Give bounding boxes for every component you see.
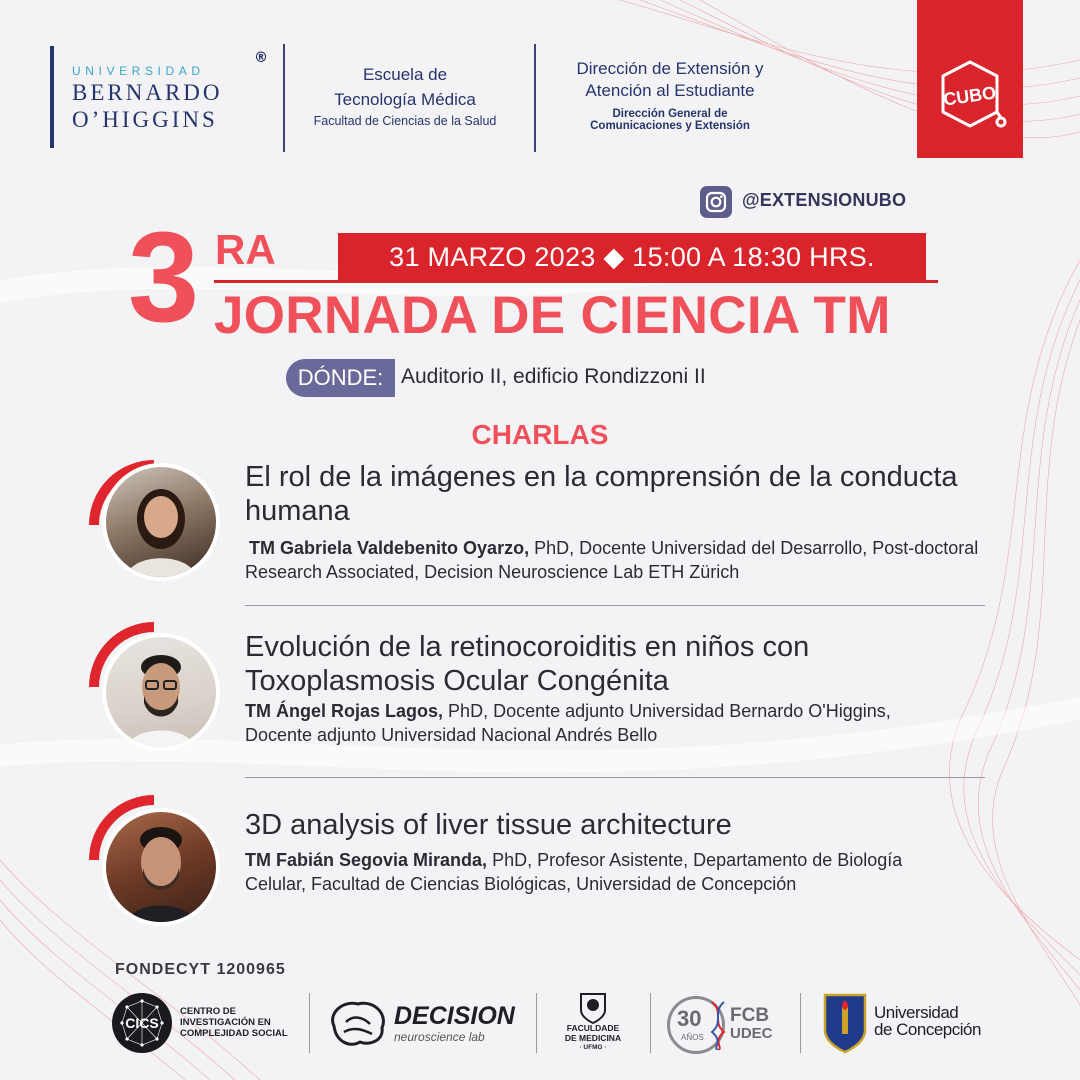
cics-line-3: COMPLEJIDAD SOCIAL <box>180 1028 288 1039</box>
fcb-name-2: UDEC <box>730 1025 773 1042</box>
title-underline <box>214 280 938 283</box>
event-date-time: 31 MARZO 2023 ◆ 15:00 A 18:30 HRS. <box>338 233 926 281</box>
direction-block <box>550 58 790 133</box>
ufmg-name <box>556 1024 630 1053</box>
talk-speaker-info <box>245 699 945 747</box>
person-avatar-icon <box>106 637 216 747</box>
speaker-photo <box>102 633 220 751</box>
direction-sub-2: Comunicaciones y Extensión <box>590 120 750 132</box>
where-label: DÓNDE: <box>286 359 395 397</box>
header-divider <box>534 44 536 152</box>
decision-subtitle: neuroscience lab <box>394 1030 485 1044</box>
talk-speaker-details: PhD, Docente adjunto Universidad Bernardo O'Higgins, Docente adjunto Universidad Nacional Andrés Bello <box>245 701 891 745</box>
speaker-photo <box>102 808 220 926</box>
speaker-photo <box>102 463 220 581</box>
talk-speaker-info <box>245 536 995 584</box>
udec-line-1: Universidad <box>874 1003 959 1022</box>
talk-speaker-info <box>245 848 925 896</box>
talks-heading: CHARLAS <box>471 419 609 450</box>
cubo-logo <box>917 0 1023 158</box>
fcb-years: 30 <box>677 1006 702 1031</box>
instagram-handle[interactable]: @EXTENSIONUBO <box>742 190 907 210</box>
where-value: Auditorio II, edificio Rondizzoni II <box>401 365 706 388</box>
edition-ordinal: RA <box>215 226 276 273</box>
cics-logo <box>112 993 172 1053</box>
instagram-icon[interactable] <box>700 186 732 218</box>
ubo-name-line-1: BERNARDO <box>72 80 223 105</box>
talk-divider <box>245 605 985 606</box>
network-icon <box>112 993 172 1053</box>
cics-name <box>180 1006 288 1039</box>
talk-title: 3D analysis of liver tissue architecture <box>245 809 732 841</box>
ubo-name-line-2: O’HIGGINS <box>72 107 218 132</box>
ufmg-line-3: · UFMG · <box>579 1044 607 1051</box>
talk-speaker-name: TM Fabián Segovia Miranda, <box>245 850 488 870</box>
direction-sub-1: Dirección General de <box>612 108 728 120</box>
talk-speaker-details: PhD, Docente Universidad del Desarrollo, Post-doctoral Research Associated, Decision Neuroscience Lab ETH Zürich <box>245 538 979 582</box>
school-block <box>300 62 510 128</box>
cubo-logo-icon <box>917 0 1023 158</box>
talk-divider <box>245 777 985 778</box>
ufmg-line-1: FACULDADE <box>566 1023 620 1033</box>
brain-icon <box>324 996 390 1050</box>
header-divider <box>283 44 285 152</box>
cubo-logo-text: CUBO <box>942 82 998 110</box>
school-line-2: Tecnología Médica <box>334 90 476 109</box>
direction-line-1: Dirección de Extensión y <box>576 59 764 78</box>
cics-abbr: CICS <box>125 1015 159 1031</box>
footer-divider <box>800 993 801 1053</box>
talk-speaker-name: TM Ángel Rojas Lagos, <box>245 701 444 721</box>
udec-shield-icon <box>822 992 868 1054</box>
fondecyt-grant: FONDECYT 1200965 <box>115 961 286 978</box>
person-avatar-icon <box>106 467 216 577</box>
fcb-years-label: AÑOS <box>681 1033 704 1042</box>
udec-line-2: de Concepción <box>874 1020 981 1039</box>
footer-divider <box>309 993 310 1053</box>
lion-crest-icon <box>576 990 610 1024</box>
udec-name <box>874 1004 981 1038</box>
talk-speaker-name: TM Gabriela Valdebenito Oyarzo, <box>249 538 530 558</box>
dna-icon <box>710 1000 726 1050</box>
registered-mark: ® <box>254 50 268 66</box>
footer-divider <box>650 993 651 1053</box>
school-line-1: Escuela de <box>362 65 448 84</box>
decision-name: DECISION <box>394 1002 515 1030</box>
school-faculty: Facultad de Ciencias de la Salud <box>313 114 497 128</box>
event-title: JORNADA DE CIENCIA TM <box>214 286 891 345</box>
edition-number: 3 <box>128 206 198 349</box>
cics-line-1: CENTRO DE <box>180 1006 236 1017</box>
footer-divider <box>536 993 537 1053</box>
talk-title: El rol de la imágenes en la comprensión de la conducta humana <box>245 461 958 527</box>
ubo-university-label: UNIVERSIDAD <box>72 64 205 78</box>
ubo-logo-bar <box>50 46 54 148</box>
direction-line-2: Atención al Estudiante <box>585 81 755 100</box>
talk-title: Evolución de la retinocoroiditis en niños con Toxoplasmosis Ocular Congénita <box>245 631 810 697</box>
ufmg-line-2: DE MEDICINA <box>564 1032 622 1043</box>
cics-line-2: INVESTIGACIÓN EN <box>180 1017 271 1028</box>
person-avatar-icon <box>106 812 216 922</box>
fcb-name-1: FCB <box>730 1005 770 1026</box>
talk-speaker-details: PhD, Profesor Asistente, Departamento de Biología Celular, Facultad de Ciencias Biológicas, Universidad de Concepción <box>245 850 903 894</box>
